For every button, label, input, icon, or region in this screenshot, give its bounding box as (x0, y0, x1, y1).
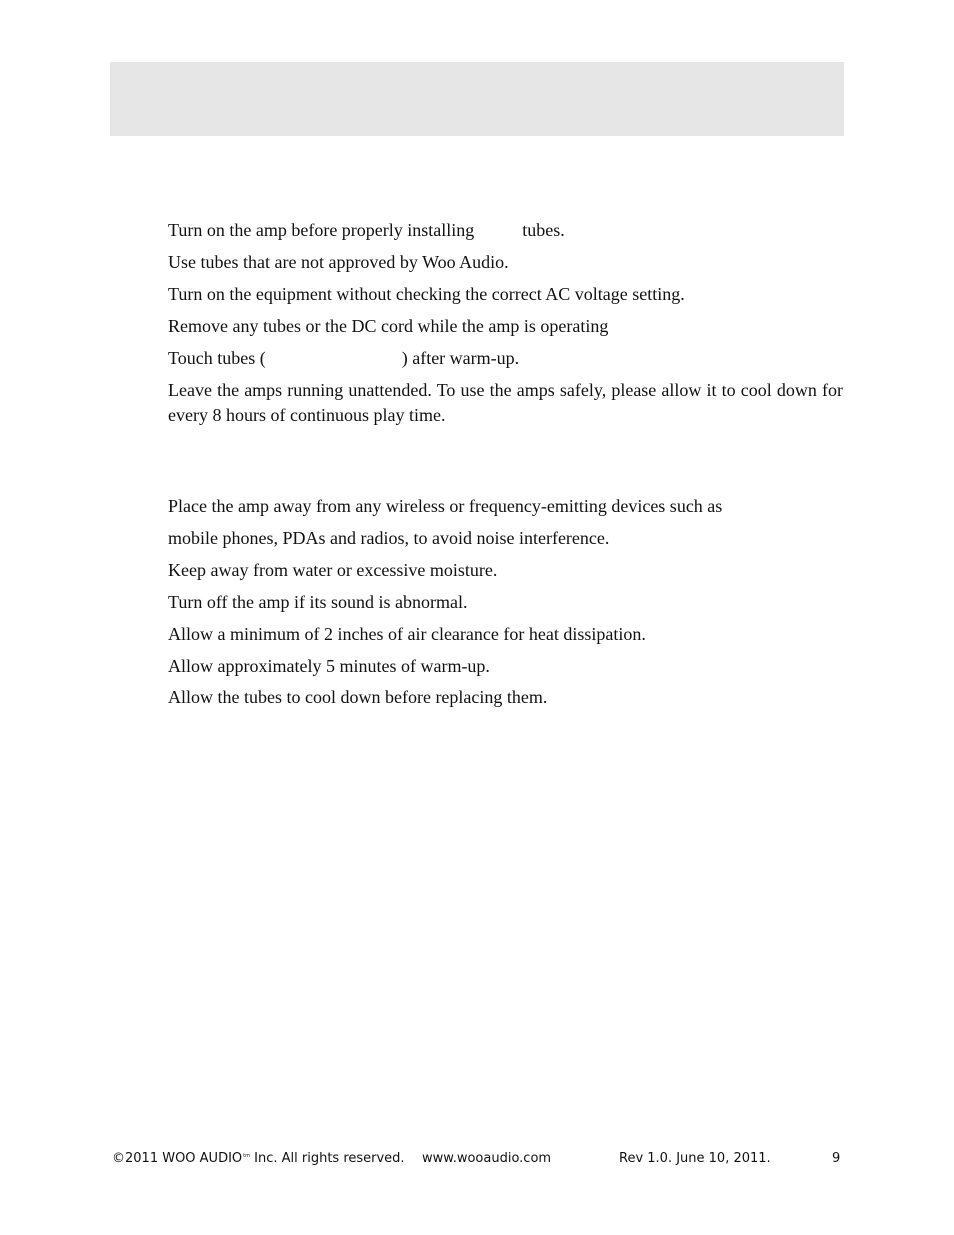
list-item-text: mobile phones, PDAs and radios, to avoid noise interference. (168, 528, 610, 548)
list-item (168, 250, 843, 275)
list-item-text: Allow the tubes to cool down before replacing them. (168, 687, 548, 707)
list-item (168, 590, 843, 615)
list-item-text: Allow a minimum of 2 inches of air clearance for heat dissipation. (168, 624, 646, 644)
list-item (168, 558, 843, 583)
list-item-text: Turn on the amp before properly installing (168, 220, 475, 240)
list-item (168, 494, 843, 519)
list-item (168, 282, 843, 307)
trademark-mark: tm (243, 1152, 250, 1159)
list-item-text: tubes. (522, 220, 565, 240)
footer-website-link[interactable]: www.wooaudio.com (422, 1151, 552, 1166)
list-item (168, 685, 843, 710)
footer-copyright (112, 1151, 405, 1166)
list-item (168, 654, 843, 679)
page-number: 9 (832, 1151, 841, 1166)
page-footer (0, 1151, 954, 1171)
list-item-text: ) after warm-up. (401, 348, 520, 368)
footer-rights-text: Inc. All rights reserved. (250, 1151, 405, 1166)
list-item-text: Remove any tubes or the DC cord while the amp is operating (168, 316, 609, 336)
list-item-text: Turn on the equipment without checking the correct AC voltage setting. (168, 284, 685, 304)
list-item-text: Place the amp away from any wireless or frequency-emitting devices such as (168, 496, 723, 516)
footer-copyright-text: ©2011 WOO AUDIO (112, 1151, 243, 1166)
list-item (168, 378, 843, 428)
list-item (168, 526, 843, 551)
footer-revision: Rev 1.0. June 10, 2011. (619, 1151, 771, 1166)
list-item-text: Use tubes that are not approved by Woo Audio. (168, 252, 509, 272)
list-item (168, 218, 843, 243)
section-header-band (110, 62, 844, 136)
list-item (168, 314, 843, 339)
list-item (168, 346, 843, 371)
list-item-text: Leave the amps running unattended. To use the amps safely, please allow it to cool down for every 8 hours of continuous play time. (168, 380, 843, 425)
list-item-text: Touch tubes ( (168, 348, 266, 368)
list-item-text: Allow approximately 5 minutes of warm-up. (168, 656, 490, 676)
list-item (168, 622, 843, 647)
list-item-text: Keep away from water or excessive moisture. (168, 560, 498, 580)
list-item-text: Turn off the amp if its sound is abnormal. (168, 592, 468, 612)
